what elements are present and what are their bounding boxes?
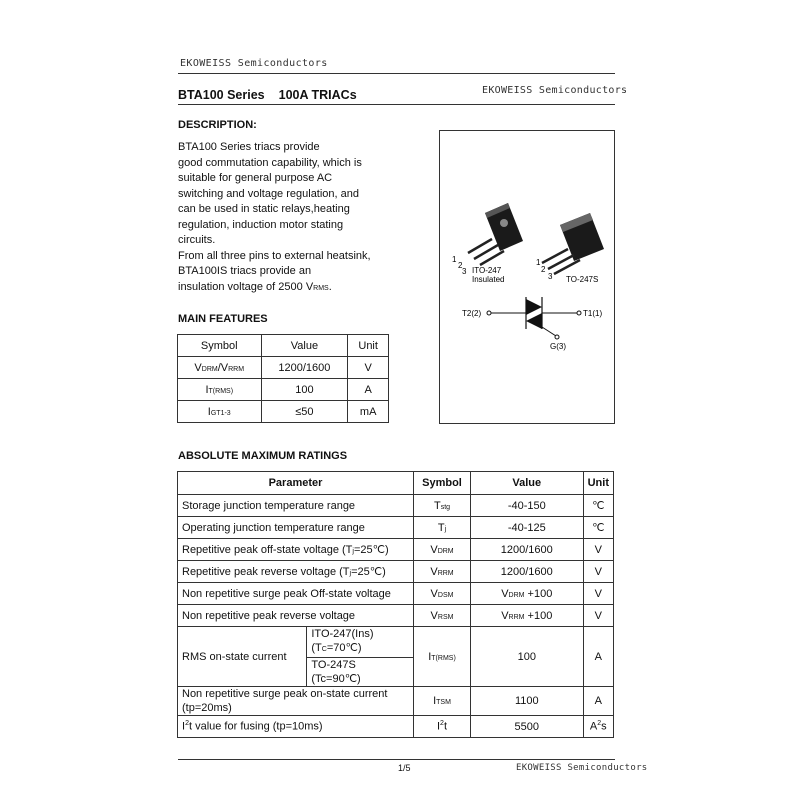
- unit-cell: V: [583, 605, 613, 627]
- table-row: [178, 357, 389, 379]
- footer-company: EKOWEISS Semiconductors: [516, 763, 648, 773]
- table-row: [178, 539, 614, 561]
- table-row: [178, 687, 614, 716]
- main-features-heading: MAIN FEATURES: [178, 313, 268, 325]
- symbol-cell: VRRM: [414, 561, 471, 583]
- table-row: [178, 379, 389, 401]
- to247s-package-icon: [542, 213, 604, 274]
- col-unit: Unit: [348, 335, 389, 357]
- col-value: Value: [261, 335, 348, 357]
- header-rule-top: [178, 73, 615, 74]
- unit-cell: A: [583, 627, 613, 687]
- table-row: [178, 583, 614, 605]
- table-row: [178, 495, 614, 517]
- desc-line-text: insulation voltage of 2500 V: [178, 280, 314, 293]
- series-name: BTA100 Series: [178, 88, 265, 102]
- param-cell: Non repetitive surge peak on-state current (tp=20ms): [178, 687, 414, 716]
- value-cell: 100: [470, 627, 583, 687]
- package-diagram: [439, 130, 615, 424]
- t1-label: T1(1): [583, 309, 603, 318]
- main-features-table: [177, 334, 389, 423]
- desc-line: circuits.: [178, 234, 216, 246]
- table-row: [178, 517, 614, 539]
- table-row: [178, 627, 614, 658]
- symbol-cell: VRSM: [414, 605, 471, 627]
- pkg2-pin3: 3: [548, 272, 553, 281]
- value-cell: VDRM +100: [470, 583, 583, 605]
- desc-line: good commutation capability, which is: [178, 156, 362, 169]
- symbol-cell: $I^2t$: [414, 716, 471, 738]
- value-cell: 1100: [470, 687, 583, 716]
- value-cell: 5500: [470, 716, 583, 738]
- page-number: 1/5: [398, 763, 411, 773]
- table-row: [178, 716, 614, 738]
- symbol-cell: VDRM: [414, 539, 471, 561]
- pkg1-pin2: 2: [458, 261, 463, 270]
- package-svg: [440, 131, 614, 423]
- unit-cell: mA: [348, 401, 389, 423]
- pkg1-name: ITO-247: [472, 266, 502, 275]
- value-cell: -40-150: [470, 495, 583, 517]
- symbol-cell: Tstg: [414, 495, 471, 517]
- pkg2-pin2: 2: [541, 265, 546, 274]
- footer-rule: [178, 759, 615, 760]
- unit-cell: V: [348, 357, 389, 379]
- ito247-package-icon: [468, 203, 523, 265]
- param-cell: Repetitive peak off-state voltage (Tj=25℃): [178, 539, 414, 561]
- triac-symbol-icon: [487, 297, 581, 339]
- unit-cell: $A^2s$: [583, 716, 613, 738]
- desc-line: switching and voltage regulation, and: [178, 187, 360, 200]
- desc-line: From all three pins to external heatsink,: [178, 249, 371, 262]
- value-cell: 1200/1600: [470, 561, 583, 583]
- unit-cell: ℃: [583, 495, 613, 517]
- col-parameter: Parameter: [178, 472, 414, 495]
- param-cell: Operating junction temperature range: [178, 517, 414, 539]
- unit-cell: A: [348, 379, 389, 401]
- product-name: 100A TRIACs: [278, 88, 357, 102]
- pkg2-name: TO-247S: [566, 275, 599, 284]
- desc-line: BTA100IS triacs provide an: [178, 265, 312, 277]
- unit-cell: A: [583, 687, 613, 716]
- t2-label: T2(2): [462, 309, 482, 318]
- desc-line-sub: RMS: [313, 284, 329, 292]
- value-cell: 1200/1600: [261, 357, 348, 379]
- series-title: [178, 88, 371, 102]
- condition-cell: TO-247S (Tc=90℃): [307, 658, 414, 687]
- param-cell: Non repetitive surge peak Off-state voltage: [178, 583, 414, 605]
- param-cell: RMS on-state current: [178, 627, 307, 687]
- table-header-row: [178, 472, 614, 495]
- unit-cell: ℃: [583, 517, 613, 539]
- param-cell: $I^2t$ value for fusing (tp=10ms): [178, 716, 414, 738]
- symbol-cell: VDRM/VRRM: [178, 357, 262, 379]
- description-heading: DESCRIPTION:: [178, 119, 257, 131]
- pkg1-pin3: 3: [462, 267, 467, 276]
- value-cell: 100: [261, 379, 348, 401]
- company-name-top: EKOWEISS Semiconductors: [180, 58, 328, 69]
- value-cell: 1200/1600: [470, 539, 583, 561]
- desc-line-end: .: [328, 280, 332, 293]
- desc-line: suitable for general purpose AC: [178, 172, 333, 184]
- col-value: Value: [470, 472, 583, 495]
- symbol-cell: IGT1-3: [178, 401, 262, 423]
- pkg2-pin1: 1: [536, 258, 541, 267]
- symbol-cell: IT(RMS): [414, 627, 471, 687]
- param-cell: Storage junction temperature range: [178, 495, 414, 517]
- symbol-cell: IT(RMS): [178, 379, 262, 401]
- amr-table: [177, 471, 614, 738]
- param-cell: Non repetitive peak reverse voltage: [178, 605, 414, 627]
- condition-cell: ITO-247(Ins) (TC=70℃): [307, 627, 414, 658]
- param-cell: Repetitive peak reverse voltage (Tj=25℃): [178, 561, 414, 583]
- desc-line: can be used in static relays,heating: [178, 203, 350, 215]
- desc-line: BTA100 Series triacs provide: [178, 141, 320, 153]
- table-header-row: [178, 335, 389, 357]
- unit-cell: V: [583, 539, 613, 561]
- unit-cell: V: [583, 583, 613, 605]
- g-label: G(3): [550, 342, 566, 351]
- symbol-cell: Tj: [414, 517, 471, 539]
- desc-line: regulation, induction motor stating: [178, 218, 344, 231]
- table-row: [178, 605, 614, 627]
- company-name-right: EKOWEISS Semiconductors: [482, 85, 628, 96]
- table-row: [178, 561, 614, 583]
- pkg1-note: Insulated: [472, 275, 505, 284]
- symbol-cell: VDSM: [414, 583, 471, 605]
- value-cell: -40-125: [470, 517, 583, 539]
- desc-line-last: [178, 280, 418, 297]
- table-row: [178, 401, 389, 423]
- col-symbol: Symbol: [178, 335, 262, 357]
- symbol-cell: ITSM: [414, 687, 471, 716]
- unit-cell: V: [583, 561, 613, 583]
- value-cell: VRRM +100: [470, 605, 583, 627]
- description-text: [178, 140, 418, 296]
- amr-heading: ABSOLUTE MAXIMUM RATINGS: [178, 450, 348, 462]
- col-symbol: Symbol: [414, 472, 471, 495]
- col-unit: Unit: [583, 472, 613, 495]
- pkg1-pin1: 1: [452, 255, 457, 264]
- header-rule-bottom: [178, 104, 615, 105]
- value-cell: ≤50: [261, 401, 348, 423]
